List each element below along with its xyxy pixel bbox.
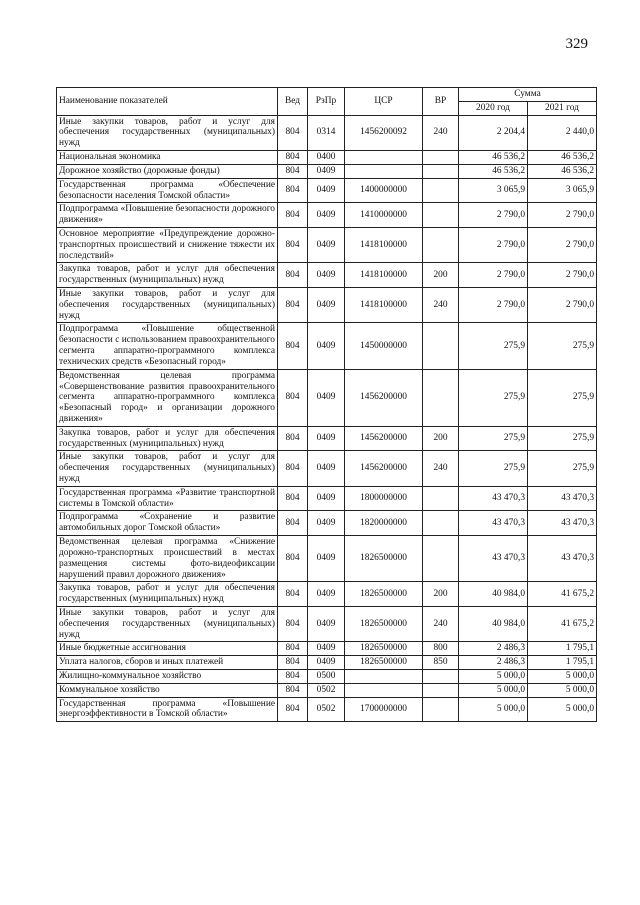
row-ved: 804 <box>278 323 308 369</box>
row-rzpr: 0409 <box>308 227 345 262</box>
row-name: Дорожное хозяйство (дорожные фонды) <box>57 164 278 178</box>
row-ved: 804 <box>278 697 308 722</box>
row-csr: 1418100000 <box>345 288 423 323</box>
row-ved: 804 <box>278 656 308 670</box>
table-row <box>57 263 597 288</box>
row-sum-2021: 2 790,0 <box>528 288 597 323</box>
row-sum-2020: 2 790,0 <box>459 227 528 262</box>
row-name: Ведомственная целевая программа «Совершенствование развития правоохранительного сегмента аппаратно-программного комплекса «Безопасный город» и организации дорожного движения» <box>57 369 278 426</box>
table-row <box>57 369 597 426</box>
row-vr <box>423 486 459 511</box>
row-rzpr: 0409 <box>308 178 345 203</box>
row-ved: 804 <box>278 164 308 178</box>
row-rzpr: 0409 <box>308 511 345 536</box>
row-rzpr: 0502 <box>308 683 345 697</box>
row-sum-2020: 40 984,0 <box>459 606 528 641</box>
page-number: 329 <box>565 36 588 52</box>
row-name: Подпрограмма «Повышение безопасности дорожного движения» <box>57 203 278 228</box>
row-sum-2020: 43 470,3 <box>459 511 528 536</box>
row-csr: 1418100000 <box>345 263 423 288</box>
row-vr <box>423 683 459 697</box>
row-name: Основное мероприятие «Предупреждение дорожно-транспортных происшествий и снижение тяжести их последствий» <box>57 227 278 262</box>
row-sum-2021: 5 000,0 <box>528 670 597 684</box>
row-ved: 804 <box>278 606 308 641</box>
table-row <box>57 151 597 165</box>
header-csr: ЦСР <box>345 88 423 116</box>
row-ved: 804 <box>278 115 308 150</box>
row-csr: 1826500000 <box>345 536 423 582</box>
row-sum-2020: 5 000,0 <box>459 697 528 722</box>
table-row <box>57 582 597 607</box>
row-rzpr: 0314 <box>308 115 345 150</box>
row-sum-2020: 46 536,2 <box>459 151 528 165</box>
row-sum-2021: 41 675,2 <box>528 582 597 607</box>
row-sum-2021: 2 790,0 <box>528 203 597 228</box>
row-csr: 1400000000 <box>345 178 423 203</box>
row-rzpr: 0409 <box>308 582 345 607</box>
row-csr: 1800000000 <box>345 486 423 511</box>
row-sum-2021: 2 440,0 <box>528 115 597 150</box>
row-rzpr: 0409 <box>308 606 345 641</box>
row-ved: 804 <box>278 670 308 684</box>
budget-table <box>56 87 597 722</box>
row-ved: 804 <box>278 227 308 262</box>
row-rzpr: 0502 <box>308 697 345 722</box>
row-vr: 200 <box>423 426 459 451</box>
row-sum-2021: 1 795,1 <box>528 656 597 670</box>
row-ved: 804 <box>278 642 308 656</box>
row-ved: 804 <box>278 178 308 203</box>
row-vr <box>423 164 459 178</box>
row-csr: 1820000000 <box>345 511 423 536</box>
row-csr: 1826500000 <box>345 642 423 656</box>
row-csr: 1826500000 <box>345 582 423 607</box>
header-sum: Сумма <box>459 88 597 102</box>
table-row <box>57 656 597 670</box>
row-csr <box>345 151 423 165</box>
row-sum-2020: 2 790,0 <box>459 203 528 228</box>
row-csr: 1418100000 <box>345 227 423 262</box>
table-row <box>57 670 597 684</box>
row-ved: 804 <box>278 683 308 697</box>
row-sum-2021: 43 470,3 <box>528 536 597 582</box>
row-sum-2021: 41 675,2 <box>528 606 597 641</box>
row-rzpr: 0409 <box>308 451 345 486</box>
row-rzpr: 0409 <box>308 642 345 656</box>
row-vr: 200 <box>423 263 459 288</box>
row-name: Государственная программа «Повышение энергоэффективности в Томской области» <box>57 697 278 722</box>
row-sum-2021: 46 536,2 <box>528 151 597 165</box>
row-name: Иные закупки товаров, работ и услуг для обеспечения государственных (муниципальных) нужд <box>57 606 278 641</box>
row-sum-2020: 5 000,0 <box>459 670 528 684</box>
row-sum-2020: 40 984,0 <box>459 582 528 607</box>
row-rzpr: 0409 <box>308 203 345 228</box>
table-row <box>57 451 597 486</box>
table-row <box>57 227 597 262</box>
row-vr: 850 <box>423 656 459 670</box>
table-row <box>57 683 597 697</box>
row-ved: 804 <box>278 203 308 228</box>
row-name: Закупка товаров, работ и услуг для обеспечения государственных (муниципальных) нужд <box>57 426 278 451</box>
row-sum-2021: 5 000,0 <box>528 697 597 722</box>
row-ved: 804 <box>278 369 308 426</box>
row-vr: 240 <box>423 115 459 150</box>
row-sum-2021: 275,9 <box>528 426 597 451</box>
row-csr: 1456200000 <box>345 451 423 486</box>
row-sum-2021: 46 536,2 <box>528 164 597 178</box>
table-row <box>57 178 597 203</box>
row-csr: 1450000000 <box>345 323 423 369</box>
header-row <box>57 88 597 102</box>
row-rzpr: 0409 <box>308 323 345 369</box>
row-name: Иные закупки товаров, работ и услуг для обеспечения государственных (муниципальных) нужд <box>57 451 278 486</box>
row-vr <box>423 151 459 165</box>
row-name: Государственная программа «Развитие транспортной системы в Томской области» <box>57 486 278 511</box>
table-row <box>57 115 597 150</box>
row-rzpr: 0400 <box>308 151 345 165</box>
row-csr <box>345 683 423 697</box>
row-rzpr: 0409 <box>308 288 345 323</box>
row-name: Закупка товаров, работ и услуг для обеспечения государственных (муниципальных) нужд <box>57 582 278 607</box>
row-sum-2021: 275,9 <box>528 369 597 426</box>
row-ved: 804 <box>278 536 308 582</box>
row-rzpr: 0409 <box>308 369 345 426</box>
header-ved: Вед <box>278 88 308 116</box>
table-row <box>57 606 597 641</box>
row-vr <box>423 511 459 536</box>
row-ved: 804 <box>278 451 308 486</box>
header-rzpr: РзПр <box>308 88 345 116</box>
row-vr <box>423 323 459 369</box>
table-row <box>57 426 597 451</box>
table-body <box>57 115 597 722</box>
row-sum-2020: 3 065,9 <box>459 178 528 203</box>
row-csr: 1456200092 <box>345 115 423 150</box>
row-vr <box>423 670 459 684</box>
row-csr: 1700000000 <box>345 697 423 722</box>
row-sum-2020: 2 790,0 <box>459 263 528 288</box>
row-ved: 804 <box>278 288 308 323</box>
row-ved: 804 <box>278 263 308 288</box>
table-row <box>57 203 597 228</box>
row-csr: 1826500000 <box>345 606 423 641</box>
table-row <box>57 323 597 369</box>
table-row <box>57 164 597 178</box>
row-sum-2021: 275,9 <box>528 451 597 486</box>
row-rzpr: 0409 <box>308 536 345 582</box>
row-rzpr: 0500 <box>308 670 345 684</box>
row-name: Иные бюджетные ассигнования <box>57 642 278 656</box>
row-name: Иные закупки товаров, работ и услуг для обеспечения государственных (муниципальных) нужд <box>57 115 278 150</box>
row-vr: 240 <box>423 451 459 486</box>
row-name: Закупка товаров, работ и услуг для обеспечения государственных (муниципальных) нужд <box>57 263 278 288</box>
row-vr <box>423 536 459 582</box>
row-sum-2021: 1 795,1 <box>528 642 597 656</box>
row-ved: 804 <box>278 426 308 451</box>
row-sum-2021: 3 065,9 <box>528 178 597 203</box>
row-sum-2021: 2 790,0 <box>528 263 597 288</box>
row-sum-2020: 2 486,3 <box>459 656 528 670</box>
row-sum-2021: 275,9 <box>528 323 597 369</box>
row-sum-2020: 46 536,2 <box>459 164 528 178</box>
row-sum-2021: 43 470,3 <box>528 511 597 536</box>
row-sum-2020: 43 470,3 <box>459 486 528 511</box>
row-ved: 804 <box>278 486 308 511</box>
header-year-2020: 2020 год <box>459 101 528 115</box>
header-vr: ВР <box>423 88 459 116</box>
row-name: Иные закупки товаров, работ и услуг для обеспечения государственных (муниципальных) нужд <box>57 288 278 323</box>
row-sum-2020: 275,9 <box>459 369 528 426</box>
row-sum-2020: 275,9 <box>459 323 528 369</box>
row-csr <box>345 670 423 684</box>
row-ved: 804 <box>278 582 308 607</box>
table-row <box>57 642 597 656</box>
row-vr: 200 <box>423 582 459 607</box>
row-csr: 1456200000 <box>345 369 423 426</box>
table-header <box>57 88 597 116</box>
row-name: Подпрограмма «Сохранение и развитие автомобильных дорог Томской области» <box>57 511 278 536</box>
row-vr: 240 <box>423 288 459 323</box>
row-sum-2021: 5 000,0 <box>528 683 597 697</box>
row-csr: 1456200000 <box>345 426 423 451</box>
row-name: Национальная экономика <box>57 151 278 165</box>
row-name: Государственная программа «Обеспечение безопасности населения Томской области» <box>57 178 278 203</box>
table-row <box>57 511 597 536</box>
row-rzpr: 0409 <box>308 656 345 670</box>
header-year-2021: 2021 год <box>528 101 597 115</box>
row-sum-2020: 5 000,0 <box>459 683 528 697</box>
row-ved: 804 <box>278 151 308 165</box>
row-vr <box>423 227 459 262</box>
table-row <box>57 697 597 722</box>
row-rzpr: 0409 <box>308 164 345 178</box>
row-vr <box>423 178 459 203</box>
row-name: Жилищно-коммунальное хозяйство <box>57 670 278 684</box>
row-sum-2020: 2 204,4 <box>459 115 528 150</box>
row-vr <box>423 369 459 426</box>
row-rzpr: 0409 <box>308 263 345 288</box>
row-vr: 240 <box>423 606 459 641</box>
row-vr: 800 <box>423 642 459 656</box>
row-csr <box>345 164 423 178</box>
row-name: Подпрограмма «Повышение общественной безопасности с использованием правоохранительного сегмента аппаратно-программного комплекса технических средств «Безопасный город» <box>57 323 278 369</box>
table-row <box>57 288 597 323</box>
header-name: Наименование показателей <box>57 88 278 116</box>
row-csr: 1826500000 <box>345 656 423 670</box>
row-sum-2020: 2 486,3 <box>459 642 528 656</box>
row-sum-2020: 275,9 <box>459 426 528 451</box>
row-sum-2021: 43 470,3 <box>528 486 597 511</box>
row-sum-2021: 2 790,0 <box>528 227 597 262</box>
row-name: Уплата налогов, сборов и иных платежей <box>57 656 278 670</box>
row-sum-2020: 2 790,0 <box>459 288 528 323</box>
row-rzpr: 0409 <box>308 486 345 511</box>
row-name: Коммунальное хозяйство <box>57 683 278 697</box>
row-csr: 1410000000 <box>345 203 423 228</box>
table-row <box>57 536 597 582</box>
row-ved: 804 <box>278 511 308 536</box>
row-vr <box>423 697 459 722</box>
row-vr <box>423 203 459 228</box>
row-sum-2020: 43 470,3 <box>459 536 528 582</box>
table-row <box>57 486 597 511</box>
row-name: Ведомственная целевая программа «Снижение дорожно-транспортных происшествий в местах размещения системы фото-видеофиксации нарушений правил дорожного движения» <box>57 536 278 582</box>
row-rzpr: 0409 <box>308 426 345 451</box>
row-sum-2020: 275,9 <box>459 451 528 486</box>
